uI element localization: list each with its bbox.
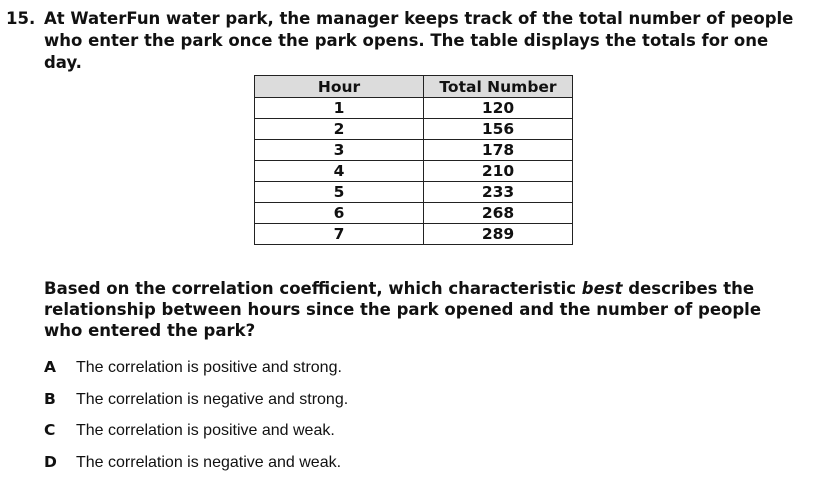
table-row [255, 224, 573, 245]
answer-choice-a[interactable] [44, 358, 744, 390]
choice-letter: B [44, 390, 76, 408]
table-cell-hour: 7 [255, 224, 424, 245]
column-header-total-number: Total Number [424, 76, 573, 98]
prompt-text-before: Based on the correlation coefficient, which characteristic [44, 279, 582, 298]
question-number: 15. [6, 8, 44, 74]
choice-letter: D [44, 453, 76, 471]
column-header-hour: Hour [255, 76, 424, 98]
table-cell-total: 178 [424, 140, 573, 161]
choice-text: The correlation is positive and strong. [76, 359, 342, 377]
choice-letter: A [44, 358, 76, 376]
table-cell-total: 120 [424, 98, 573, 119]
table-row [255, 119, 573, 140]
table-cell-total: 268 [424, 203, 573, 224]
table-cell-hour: 1 [255, 98, 424, 119]
question-prompt [44, 278, 804, 341]
answer-choices [44, 358, 744, 484]
prompt-emphasis: best [582, 279, 623, 298]
question-text: At WaterFun water park, the manager keeps track of the total number of people who enter the park once the park opens. The table displays the totals for one day. [44, 8, 811, 74]
table-row [255, 161, 573, 182]
table-cell-hour: 3 [255, 140, 424, 161]
table-cell-total: 156 [424, 119, 573, 140]
prompt-text-after: describes the relationship between hours since the park opened and the number of people who entered the park? [44, 279, 761, 340]
data-table [254, 75, 573, 245]
question-block [6, 8, 811, 74]
table-header-row [255, 76, 573, 98]
choice-letter: C [44, 421, 76, 439]
choice-text: The correlation is positive and weak. [76, 422, 335, 440]
table-row [255, 203, 573, 224]
table-cell-hour: 5 [255, 182, 424, 203]
answer-choice-c[interactable] [44, 421, 744, 453]
question-header [6, 8, 811, 74]
table-cell-hour: 4 [255, 161, 424, 182]
answer-choice-b[interactable] [44, 390, 744, 422]
table-cell-hour: 6 [255, 203, 424, 224]
table-cell-total: 233 [424, 182, 573, 203]
answer-choice-d[interactable] [44, 453, 744, 484]
table-row [255, 140, 573, 161]
table-cell-hour: 2 [255, 119, 424, 140]
table-cell-total: 289 [424, 224, 573, 245]
choice-text: The correlation is negative and strong. [76, 391, 348, 409]
table-row [255, 182, 573, 203]
table-row [255, 98, 573, 119]
table-cell-total: 210 [424, 161, 573, 182]
choice-text: The correlation is negative and weak. [76, 454, 341, 472]
